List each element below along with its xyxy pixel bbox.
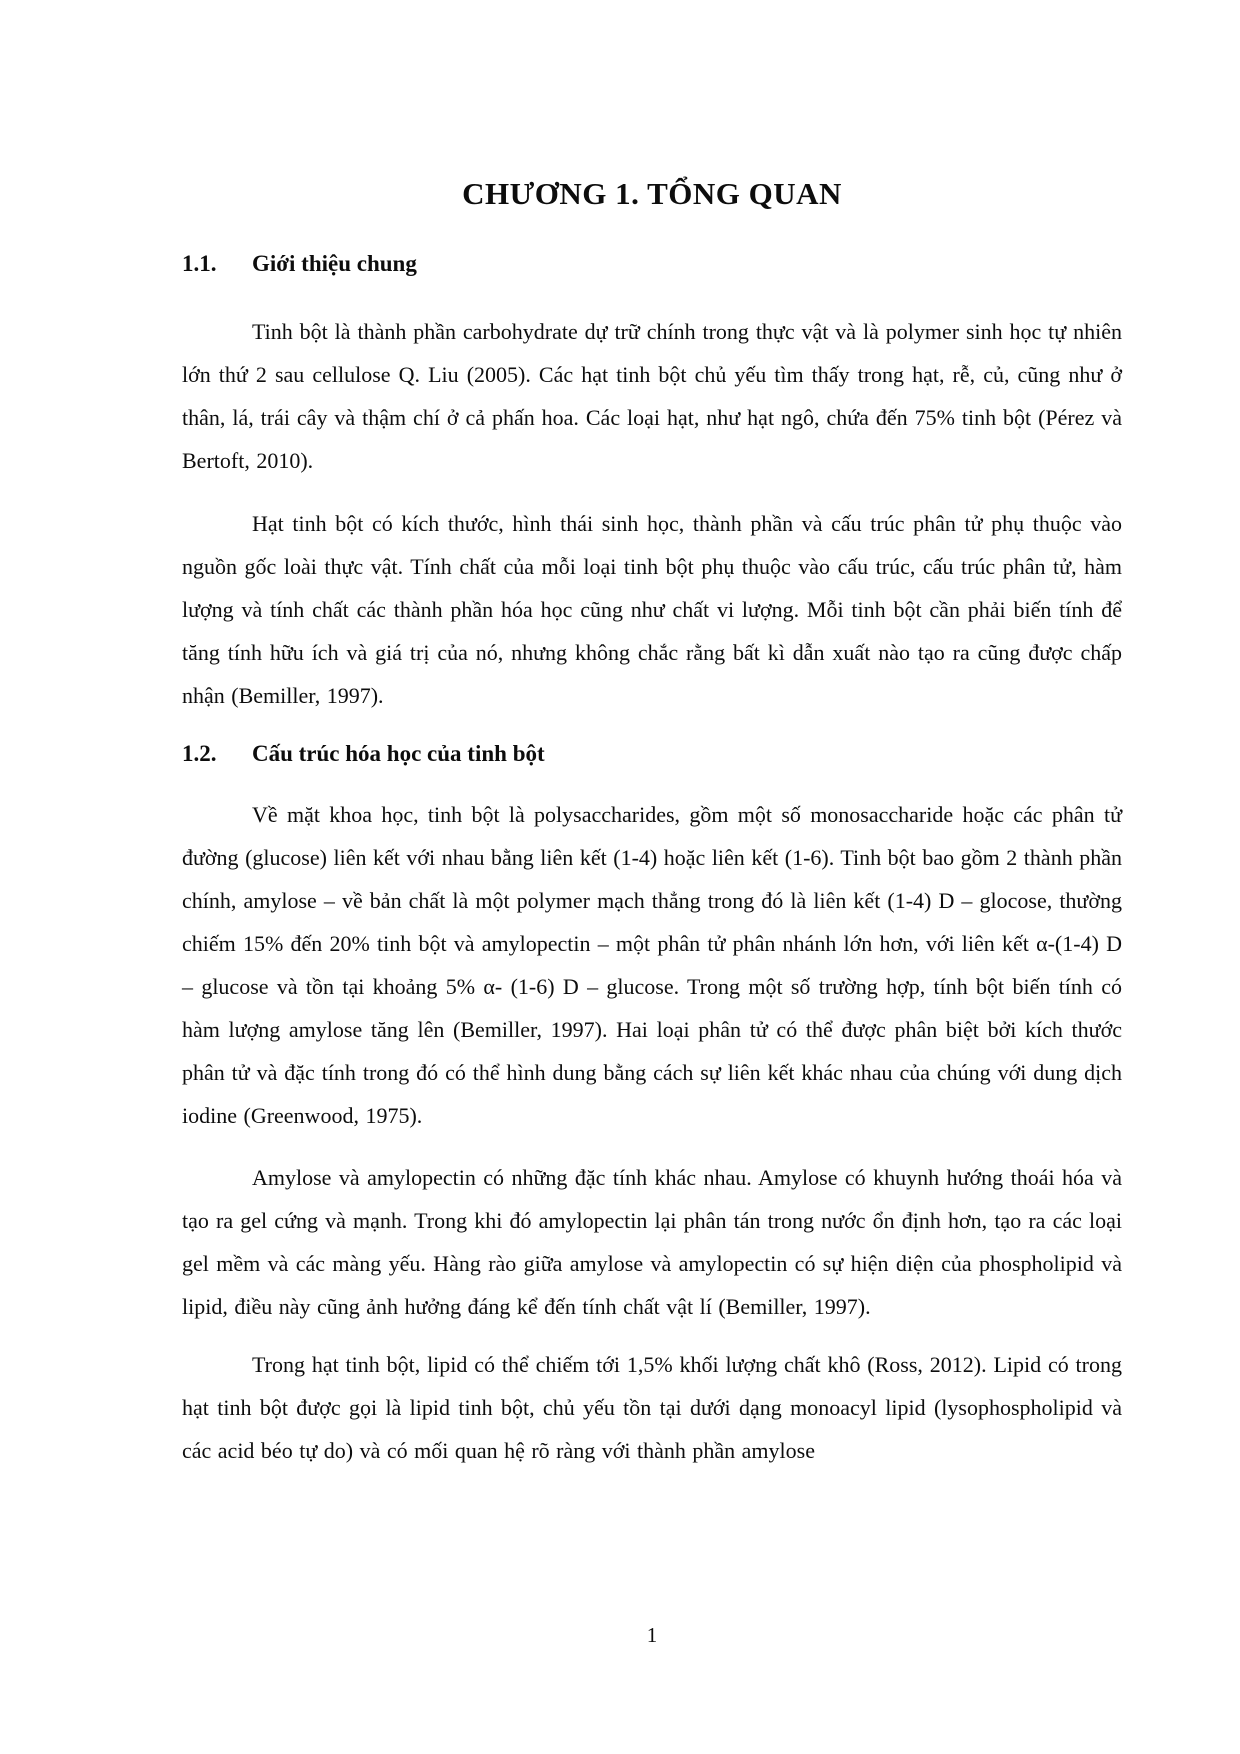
section-number: 1.2. [182,741,217,766]
section-heading-text: Giới thiệu chung [252,251,417,276]
paragraph-intro-2: Hạt tinh bột có kích thước, hình thái sinh học, thành phần và cấu trúc phân tử phụ thuộc vào nguồn gốc loài thực vật. Tính chất của mỗi loại tinh bột phụ thuộc vào cấu trúc, cấu trúc phân tử, hàm lượng và tính chất các thành phần hóa học cũng như chất vi lượng. Mỗi tinh bột cần phải biến tính để tăng tính hữu ích và giá trị của nó, nhưng không chắc rằng bất kì dẫn xuất nào tạo ra cũng được chấp nhận (Bemiller, 1997). [182,511,1122,708]
paragraph-intro-1: Tinh bột là thành phần carbohydrate dự trữ chính trong thực vật và là polymer sinh học tự nhiên lớn thứ 2 sau cellulose Q. Liu (2005). Các hạt tinh bột chủ yếu tìm thấy trong hạt, rễ, củ, cũng như ở thân, lá, trái cây và thậm chí ở cả phấn hoa. Các loại hạt, như hạt ngô, chứa đến 75% tinh bột (Pérez và Bertoft, 2010). [182,319,1122,473]
paragraph-structure-2: Amylose và amylopectin có những đặc tính khác nhau. Amylose có khuynh hướng thoái hóa và tạo ra gel cứng và mạnh. Trong khi đó amylopectin lại phân tán trong nước ổn định hơn, tạo ra các loại gel mềm và các màng yếu. Hàng rào giữa amylose và amylopectin có sự hiện diện của phospholipid và lipid, điều này cũng ảnh hưởng đáng kể đến tính chất vật lí (Bemiller, 1997). [182,1165,1122,1319]
paragraph-structure-3: Trong hạt tinh bột, lipid có thể chiếm tới 1,5% khối lượng chất khô (Ross, 2012). Lipid có trong hạt tinh bột được gọi là lipid tinh bột, chủ yếu tồn tại dưới dạng monoacyl lipid (lysophospholipid và các acid béo tự do) và có mối quan hệ rõ ràng với thành phần amylose [182,1352,1122,1463]
section-heading-text: Cấu trúc hóa học của tinh bột [252,741,545,766]
paragraph-structure-1: Về mặt khoa học, tinh bột là polysaccharides, gồm một số monosaccharide hoặc các phân tử đường (glucose) liên kết với nhau bằng liên kết (1-4) hoặc liên kết (1-6). Tinh bột bao gồm 2 thành phần chính, amylose – về bản chất là một polymer mạch thẳng trong đó là liên kết (1-4) D – glocose, thường chiếm 15% đến 20% tinh bột và amylopectin – một phân tử phân nhánh lớn hơn, với liên kết α-(1-4) D – glucose và tồn tại khoảng 5% α- (1-6) D – glucose. Trong một số trường hợp, tính bột biến tính có hàm lượng amylose tăng lên (Bemiller, 1997). Hai loại phân tử có thể được phân biệt bởi kích thước phân tử và đặc tính trong đó có thể hình dung bằng cách sự liên kết khác nhau của chúng với dung dịch iodine (Greenwood, 1975). [182,802,1122,1128]
section-number: 1.1. [182,251,217,276]
chapter-title: CHƯƠNG 1. TỔNG QUAN [462,176,842,211]
section-heading-1-2 [182,732,1122,775]
section-heading-1-1 [182,242,1122,285]
page-number: 1 [646,1623,658,1647]
